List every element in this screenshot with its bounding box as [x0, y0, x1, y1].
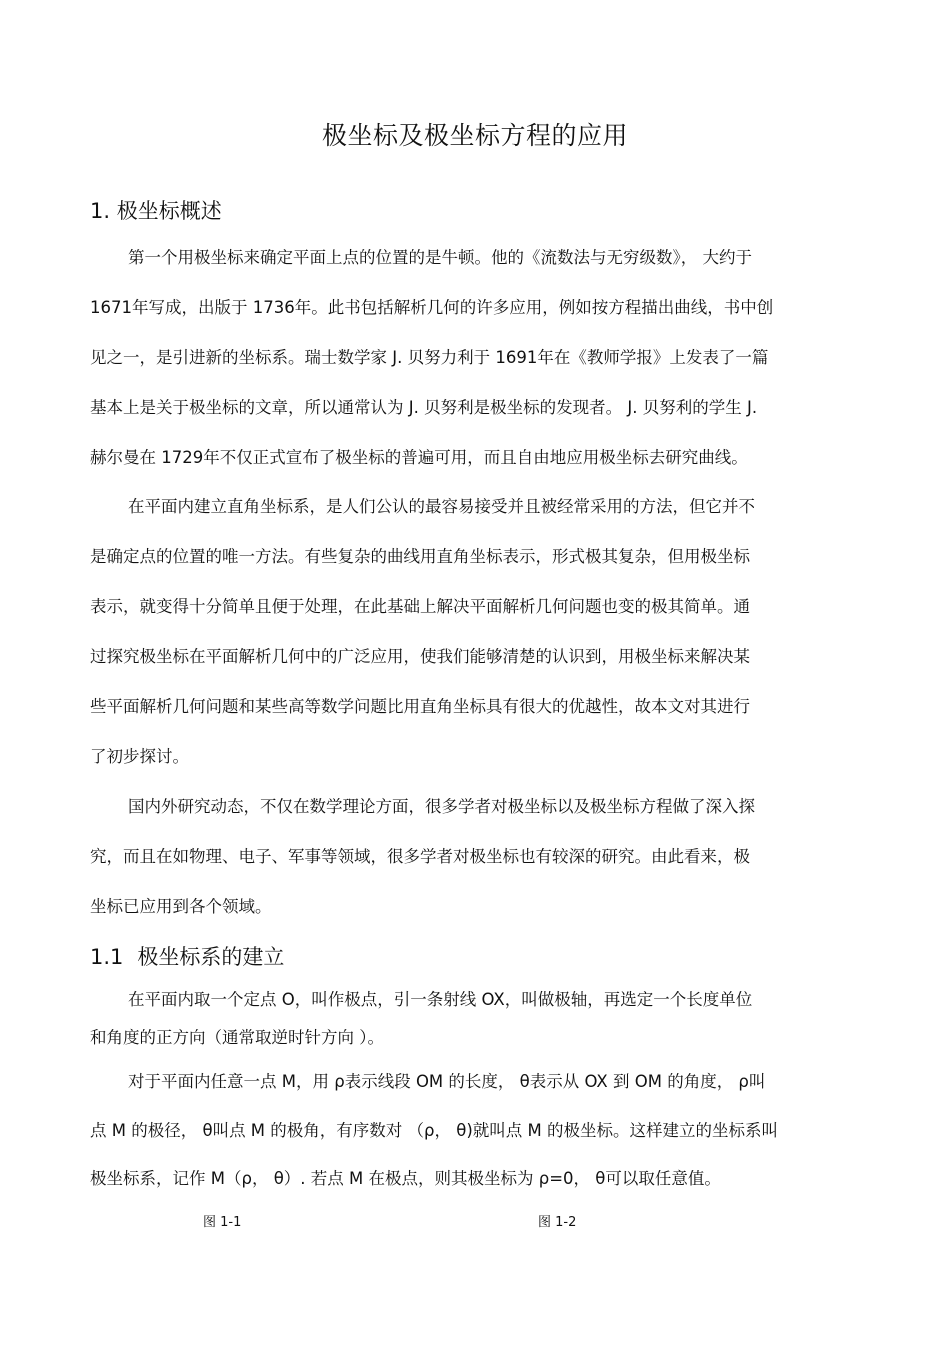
section-number: 1.1: [90, 945, 124, 969]
section-1-1-heading: [90, 942, 284, 972]
paragraph-line: 在平面内取一个定点 O，叫作极点，引一条射线 OX，叫做极轴，再选定一个长度单位: [128, 990, 753, 1009]
figure-caption-1-1: 图 1-1: [203, 1215, 242, 1230]
paragraph-line: 坐标已应用到各个领域。: [90, 897, 272, 916]
paragraph-line: 和角度的正方向（通常取逆时针方向 ）。: [90, 1028, 384, 1047]
figure-caption-1-2: 图 1-2: [538, 1215, 577, 1230]
paragraph-line: 是确定点的位置的唯一方法。有些复杂的曲线用直角坐标表示，形式极其复杂，但用极坐标: [90, 547, 750, 566]
paragraph-line: 第一个用极坐标来确定平面上点的位置的是牛顿。他的《流数法与无穷级数》， 大约于: [128, 248, 752, 267]
paragraph-line: 些平面解析几何问题和某些高等数学问题比用直角坐标具有很大的优越性，故本文对其进行: [90, 697, 750, 716]
document-title: 极坐标及极坐标方程的应用: [321, 121, 628, 150]
paragraph-line: 赫尔曼在 1729年不仅正式宣布了极坐标的普遍可用，而且自由地应用极坐标去研究曲线。: [90, 448, 748, 467]
paragraph-line: 极坐标系，记作 M（ρ， θ）. 若点 M 在极点，则其极坐标为 ρ=0， θ可以取任意值。: [90, 1169, 721, 1188]
paragraph-line: 1671年写成，出版于 1736年。此书包括解析几何的许多应用，例如按方程描出曲线，书中创: [90, 298, 774, 317]
paragraph-line: 在平面内建立直角坐标系，是人们公认的最容易接受并且被经常采用的方法，但它并不: [128, 497, 755, 516]
section-1-heading: 1. 极坐标概述: [90, 199, 222, 223]
paragraph-line: 表示，就变得十分简单且便于处理，在此基础上解决平面解析几何问题也变的极其简单。通: [90, 597, 750, 616]
paragraph-line: 究，而且在如物理、电子、军事等领域，很多学者对极坐标也有较深的研究。由此看来，极: [90, 847, 750, 866]
paragraph-line: 了初步探讨。: [90, 747, 189, 766]
paragraph-line: 见之一，是引进新的坐标系。瑞士数学家 J. 贝努力利于 1691年在《教师学报》上发表了一篇: [90, 348, 769, 367]
section-title: 极坐标系的建立: [137, 945, 285, 969]
paragraph-line: 对于平面内任意一点 M，用 ρ表示线段 OM 的长度， θ表示从 OX 到 OM 的角度， ρ叫: [128, 1072, 766, 1091]
paragraph-line: 国内外研究动态，不仅在数学理论方面，很多学者对极坐标以及极坐标方程做了深入探: [128, 797, 755, 816]
paragraph-line: 基本上是关于极坐标的文章，所以通常认为 J. 贝努利是极坐标的发现者。 J. 贝努利的学生 J.: [90, 398, 758, 417]
paragraph-line: 点 M 的极径， θ叫点 M 的极角，有序数对 （ρ， θ)就叫点 M 的极坐标。这样建立的坐标系叫: [90, 1121, 779, 1140]
paragraph-line: 过探究极坐标在平面解析几何中的广泛应用，使我们能够清楚的认识到，用极坐标来解决某: [90, 647, 750, 666]
